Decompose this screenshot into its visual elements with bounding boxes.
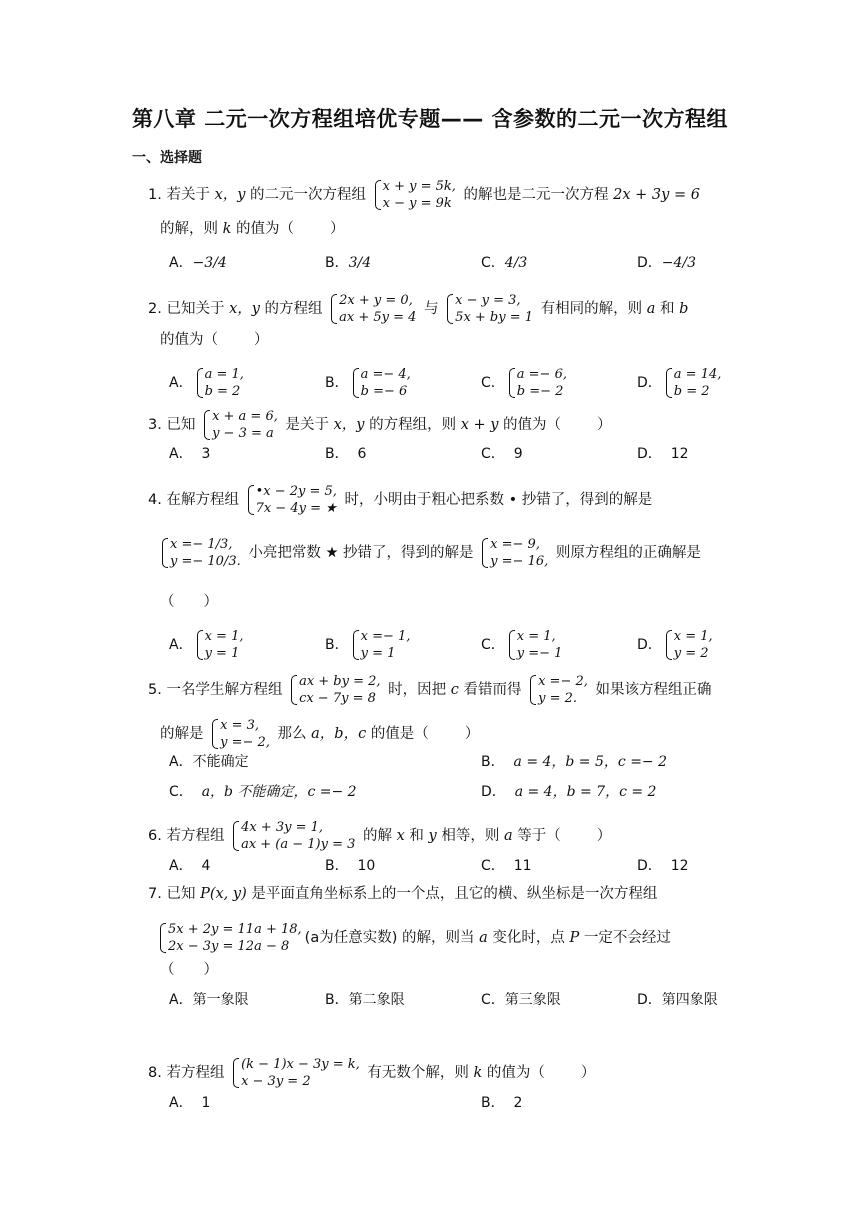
q6-option-b: B． 10 [325,858,376,874]
question-4-paren: （ ） [160,594,218,610]
q5-option-d: D． a = 4，b = 7，c = 2 [481,784,657,800]
question-3: 3. 已知 x + a = 6, y − 3 = a 是关于 x，y 的方程组，则 x + y 的值为（ ） [148,409,612,441]
q2-option-a: A． a = 1, b = 2 [169,367,244,399]
question-7-paren: （ ） [160,962,218,978]
q1-option-b: B．3/4 [325,255,372,271]
equation-system: x + y = 5k, x − y = 9k [374,178,456,212]
question-1-cont: 的解，则 k 的值为（ ） [160,221,345,237]
q3-option-a: A． 3 [169,446,211,462]
q2-option-d: D． a = 14, b = 2 [637,367,722,399]
q6-option-c: C． 11 [481,858,532,874]
q3-option-b: B． 6 [325,446,367,462]
section-heading: 一、选择题 [132,150,202,166]
q8-option-a: A． 1 [169,1095,211,1111]
q1-option-c: C．4/3 [481,255,528,271]
q5-option-b: B． a = 4，b = 5，c =− 2 [481,754,668,770]
q3-option-c: C． 9 [481,446,523,462]
q6-option-a: A． 4 [169,858,211,874]
q8-option-b: B． 2 [481,1095,523,1111]
question-4-cont: x =− 1/3, y =− 10/3. 小亮把常数 ★ 抄错了，得到的解是 x =− 9, y =− 16, 则原方程组的正确解是 [158,536,701,570]
q5-option-a: A．不能确定 [169,754,249,770]
question-5: 5. 一名学生解方程组 ax + by = 2, cx − 7y = 8 时，因把 c 看错而得 x =− 2, y = 2. 如果该方程组正确 [148,674,712,706]
question-7: 7. 已知 P(x, y) 是平面直角坐标系上的一个点，且它的横、纵坐标是一次方程组 [148,886,658,902]
question-4: 4. 在解方程组 •x − 2y = 5, 7x − 4y = ★ 时，小明由于粗心把系数 • 抄错了，得到的解是 [148,484,653,516]
question-7-cont: 5x + 2y = 11a + 18, 2x − 3y = 12a − 8 (a为任意实数) 的解，则当 a 变化时，点 P 一定不会经过 [156,921,671,955]
question-2-cont: 的值为（ ） [160,332,269,348]
q2-option-c: C． a =− 6, b =− 2 [481,367,567,399]
q1-option-d: D．−4/3 [637,255,697,271]
q7-option-c: C．第三象限 [481,992,561,1008]
q7-option-d: D．第四象限 [637,992,718,1008]
question-8: 8. 若方程组 (k − 1)x − 3y = k, x − 3y = 2 有无数个解，则 k 的值为（ ） [148,1057,596,1089]
q4-option-b: B． x =− 1, y = 1 [325,629,411,661]
q5-option-c: C． a，b 不能确定，c =− 2 [169,784,357,800]
question-1: 1. 若关于 x，y 的二元一次方程组 x + y = 5k, x − y = 9k 的解也是二元一次方程 2x + 3y = 6 [148,179,700,211]
question-5-cont: 的解是 x = 3, y =− 2, 那么 a，b，c 的值是（ ） [160,718,480,750]
q4-option-d: D． x = 1, y = 2 [637,629,713,661]
q7-option-a: A．第一象限 [169,992,249,1008]
page-title: 第八章 二元一次方程组培优专题—— 含参数的二元一次方程组 [131,107,729,131]
q7-option-b: B．第二象限 [325,992,405,1008]
question-6: 6. 若方程组 4x + 3y = 1, ax + (a − 1)y = 3 的解 x 和 y 相等，则 a 等于（ ） [148,820,612,852]
q2-option-b: B． a =− 4, b =− 6 [325,367,411,399]
q6-option-d: D． 12 [637,858,689,874]
question-2: 2. 已知关于 x，y 的方程组 2x + y = 0, ax + 5y = 4 与 x − y = 3, 5x + by = 1 有相同的解，则 a 和 b [148,293,689,325]
q4-option-a: A． x = 1, y = 1 [169,629,244,661]
q1-option-a: A．−3/4 [169,255,227,271]
q4-option-c: C． x = 1, y =− 1 [481,629,563,661]
q3-option-d: D． 12 [637,446,689,462]
